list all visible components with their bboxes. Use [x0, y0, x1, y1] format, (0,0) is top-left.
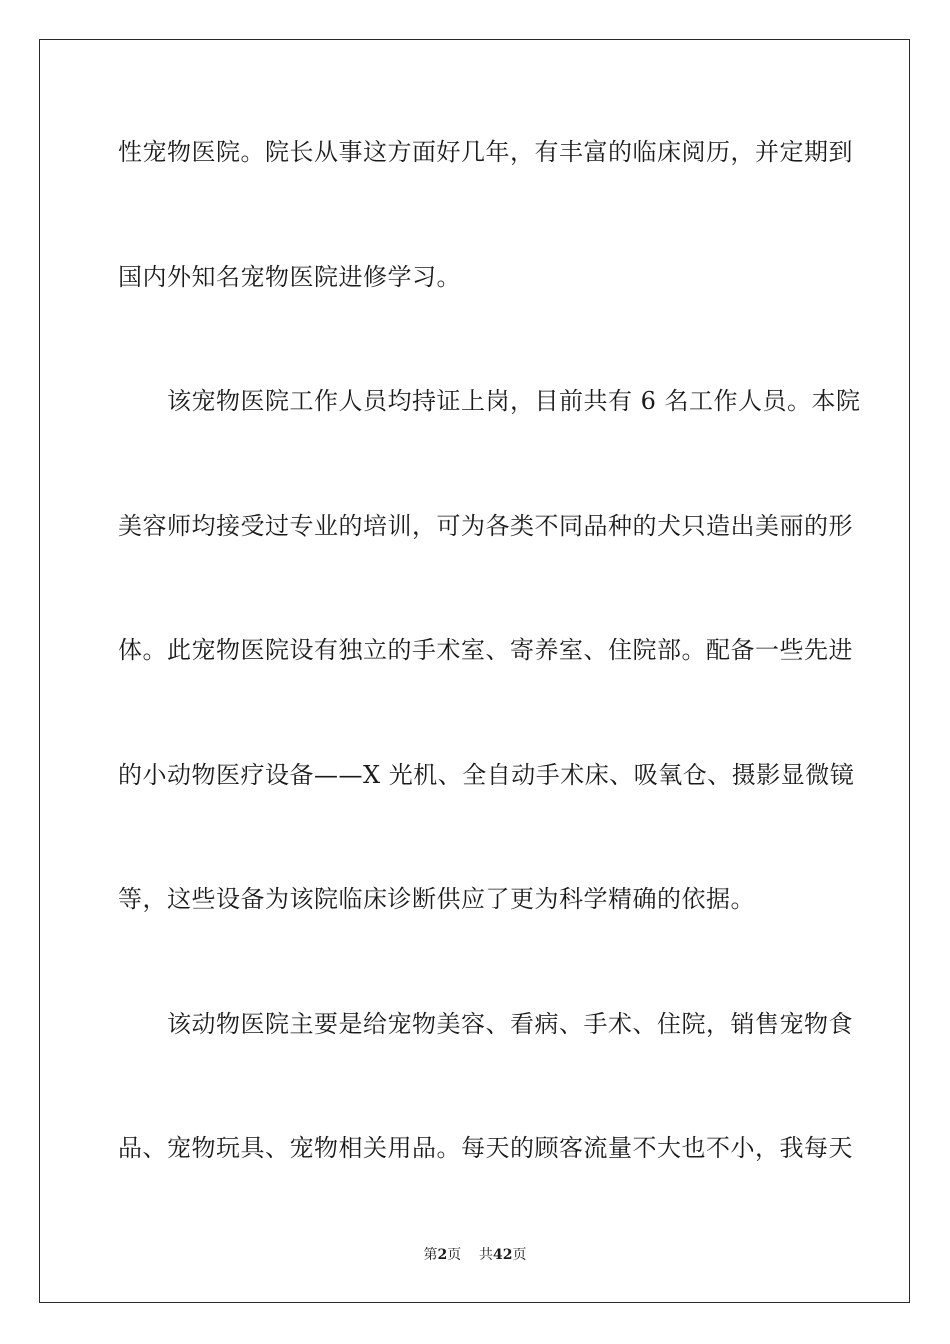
page-suffix: 页 [447, 1247, 462, 1263]
page-footer [0, 1246, 950, 1264]
total-suffix: 页 [512, 1247, 527, 1263]
page-number: 2 [437, 1247, 448, 1263]
text-line: 品、宠物玩具、宠物相关用品。每天的顾客流量不大也不小，我每天 [118, 1134, 853, 1162]
page-prefix: 第 [423, 1247, 438, 1263]
total-prefix: 共 [479, 1247, 494, 1263]
text-line: 体。此宠物医院设有独立的手术室、寄养室、住院部。配备一些先进 [118, 636, 853, 664]
text-line: 的小动物医疗设备——X 光机、全自动手术床、吸氧仓、摄影显微镜 [118, 761, 855, 789]
text-line: 等，这些设备为该院临床诊断供应了更为科学精确的依据。 [118, 885, 755, 913]
total-pages: 42 [493, 1247, 513, 1263]
text-line: 该宠物医院工作人员均持证上岗，目前共有 6 名工作人员。本院 [118, 387, 861, 415]
text-line: 国内外知名宠物医院进修学习。 [118, 263, 461, 291]
page-border [39, 39, 910, 1303]
text-line: 美容师均接受过专业的培训，可为各类不同品种的犬只造出美丽的形 [118, 512, 853, 540]
text-line: 性宠物医院。院长从事这方面好几年，有丰富的临床阅历，并定期到 [118, 138, 853, 166]
text-line: 该动物医院主要是给宠物美容、看病、手术、住院，销售宠物食 [118, 1010, 853, 1038]
